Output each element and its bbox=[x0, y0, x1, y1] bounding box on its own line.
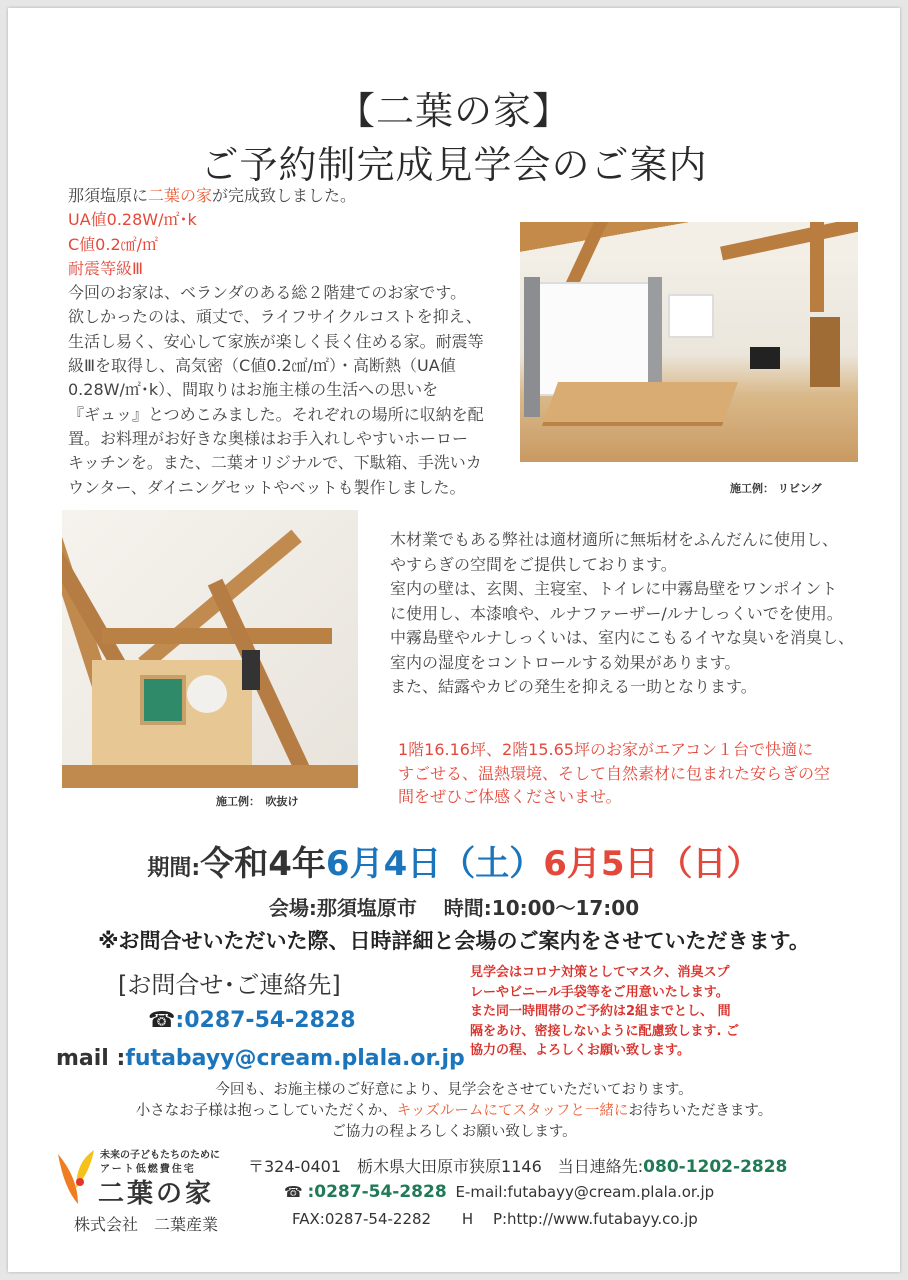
period-label: 期間: bbox=[147, 856, 201, 881]
logo-tagline: アート低燃費住宅 bbox=[100, 1164, 196, 1175]
living-caption: 施工例： リビング bbox=[730, 482, 822, 495]
covid-line: 見学会はコロナ対策としてマスク、消臭スプ bbox=[470, 965, 730, 980]
materials-line: 室内の湿度をコントロールする効果があります。 bbox=[390, 652, 741, 672]
materials-line: に使用し、本漆喰や、ルナファーザー/ルナしっくいでを使用。 bbox=[390, 603, 843, 623]
highlight-text bbox=[398, 738, 830, 809]
brand-name: 二葉の家 bbox=[148, 186, 213, 205]
intro-line: ウンター、ダイニングセットやベットも製作しました。 bbox=[68, 477, 466, 497]
thanks-line: 今回も、お施主様のご好意により、見学会をさせていただいております。 bbox=[215, 1082, 693, 1098]
thanks-line: ご協力の程よろしくお願い致します。 bbox=[331, 1124, 577, 1140]
living-room-photo bbox=[520, 222, 858, 462]
footer-fax: FAX:0287-54-2282 bbox=[292, 1210, 432, 1228]
address: 〒324-0401 栃木県大田原市狭原1146 当日連絡先: bbox=[248, 1157, 644, 1176]
kids-room-highlight: キッズルームにてスタッフと一緒に bbox=[396, 1103, 629, 1119]
mail-label: mail : bbox=[56, 1046, 126, 1071]
materials-line: 中霧島壁やルナしっくいは、室内にこもるイヤな臭いを消臭し、 bbox=[390, 628, 855, 647]
logo-name: 二葉の家 bbox=[98, 1179, 215, 1209]
covid-line: レーやビニール手袋等をご用意いたします。 bbox=[470, 984, 729, 1000]
intro-line: 0.28W/㎡･k）、間取りはお施主様の生活への思いを bbox=[68, 380, 439, 400]
intro-lead: 那須塩原に bbox=[68, 186, 149, 205]
telephone-icon: ☎ bbox=[284, 1183, 303, 1201]
spec-c: C値0.2㎠/㎡ bbox=[68, 234, 159, 254]
venue-time: 会場:那須塩原市 時間:10:00〜17:00 bbox=[268, 896, 640, 920]
contact-mail bbox=[56, 1046, 465, 1071]
intro-text bbox=[68, 184, 484, 500]
materials-line: また、結露やカビの発生を抑える一助となります。 bbox=[390, 677, 757, 696]
intro-line: 生活し易く、安心して家族が楽しく長く住める家。耐震等 bbox=[68, 331, 484, 351]
flyer-page bbox=[8, 8, 900, 1272]
materials-line: やすらぎの空間をご提供しております。 bbox=[390, 554, 677, 574]
covid-line: 隔をあけ、密接しないように配慮致します. ご bbox=[470, 1023, 739, 1039]
contact-heading: [お問合せ･ご連絡先] bbox=[118, 971, 341, 999]
spec-seismic: 耐震等級Ⅲ bbox=[68, 258, 144, 278]
intro-line: 欲しかったのは、頑丈で、ライフサイクルコストを抑え、 bbox=[68, 307, 482, 327]
day-phone[interactable]: 080-1202-2828 bbox=[643, 1157, 788, 1177]
materials-line: 木材業でもある弊社は適材適所に無垢材をふんだんに使用し、 bbox=[390, 530, 839, 549]
period-day1: 6月4日（土） bbox=[325, 844, 544, 884]
inquiry-note: ※お問合せいただいた際、日時詳細と会場のご案内をさせていただきます。 bbox=[98, 929, 810, 953]
intro-line: 置。お料理がお好きな奥様はお手入れしやすいホーロー bbox=[68, 428, 469, 448]
intro-line: キッチンを。また、二葉オリジナルで、下駄箱、手洗いカ bbox=[68, 453, 482, 473]
thanks-line: 小さなお子様は抱っこしていただくか、 bbox=[135, 1103, 397, 1119]
highlight-line: 1階16.16坪、2階15.65坪のお家がエアコン１台で快適に bbox=[398, 740, 814, 759]
highlight-line: 間をぜひご体感くださいませ。 bbox=[398, 787, 622, 806]
mail-link[interactable]: futabayy@cream.plala.or.jp bbox=[125, 1046, 465, 1071]
intro-line: 級Ⅲを取得し、高気密（C値0.2㎠/㎡）・高断熱（UA値 bbox=[68, 356, 456, 376]
footer-fax-line bbox=[292, 1208, 698, 1229]
covid-line: 協力の程、よろしくお願い致します。 bbox=[470, 1043, 690, 1058]
materials-text bbox=[390, 528, 854, 700]
footer-address bbox=[248, 1154, 787, 1177]
footer-homepage[interactable]: H P:http://www.futabayy.co.jp bbox=[461, 1210, 698, 1228]
highlight-line: すごせる、温熱環境、そして自然素材に包まれた安らぎの空 bbox=[398, 763, 831, 783]
thanks-line: お待ちいただきます。 bbox=[628, 1103, 773, 1119]
covid-line: また同一時間帯のご予約は2組までとし、 間 bbox=[470, 1004, 731, 1019]
intro-line: 『ギュッ』とつめこみました。それぞれの場所に収納を配 bbox=[68, 404, 484, 424]
telephone-icon: ☎ bbox=[148, 1008, 176, 1033]
thanks-text bbox=[8, 1080, 900, 1143]
event-period bbox=[8, 836, 900, 885]
title-line1: 【二葉の家】 bbox=[336, 89, 571, 133]
contact-phone bbox=[148, 1008, 356, 1033]
title-line2: ご予約制完成見学会のご案内 bbox=[200, 143, 708, 187]
phone-number[interactable]: :0287-54-2828 bbox=[175, 1008, 356, 1033]
leaf-icon bbox=[56, 1148, 96, 1206]
period-day2: 6月5日（日） bbox=[543, 844, 761, 884]
company-logo bbox=[56, 1146, 246, 1209]
intro-line: 今回のお家は、ベランダのある総２階建てのお家です。 bbox=[68, 283, 467, 303]
period-era: 令和4年 bbox=[200, 844, 326, 884]
logo-tagline: 未来の子どもたちのために bbox=[100, 1150, 220, 1161]
footer-tel-line bbox=[284, 1182, 714, 1202]
materials-line: 室内の壁は、玄関、主寝室、トイレに中霧島壁をワンポイント bbox=[390, 579, 838, 598]
covid-notice bbox=[470, 963, 739, 1061]
atrium-caption: 施工例： 吹抜け bbox=[216, 795, 299, 808]
footer-tel[interactable]: :0287-54-2828 bbox=[307, 1182, 447, 1202]
intro-lead-end: が完成致しました。 bbox=[212, 186, 357, 205]
spec-ua: UA値0.28W/㎡･k bbox=[68, 210, 197, 230]
company-name: 株式会社 二葉産業 bbox=[74, 1215, 219, 1234]
atrium-photo bbox=[62, 510, 358, 788]
footer-email[interactable]: E-mail:futabayy@cream.plala.or.jp bbox=[455, 1183, 715, 1201]
